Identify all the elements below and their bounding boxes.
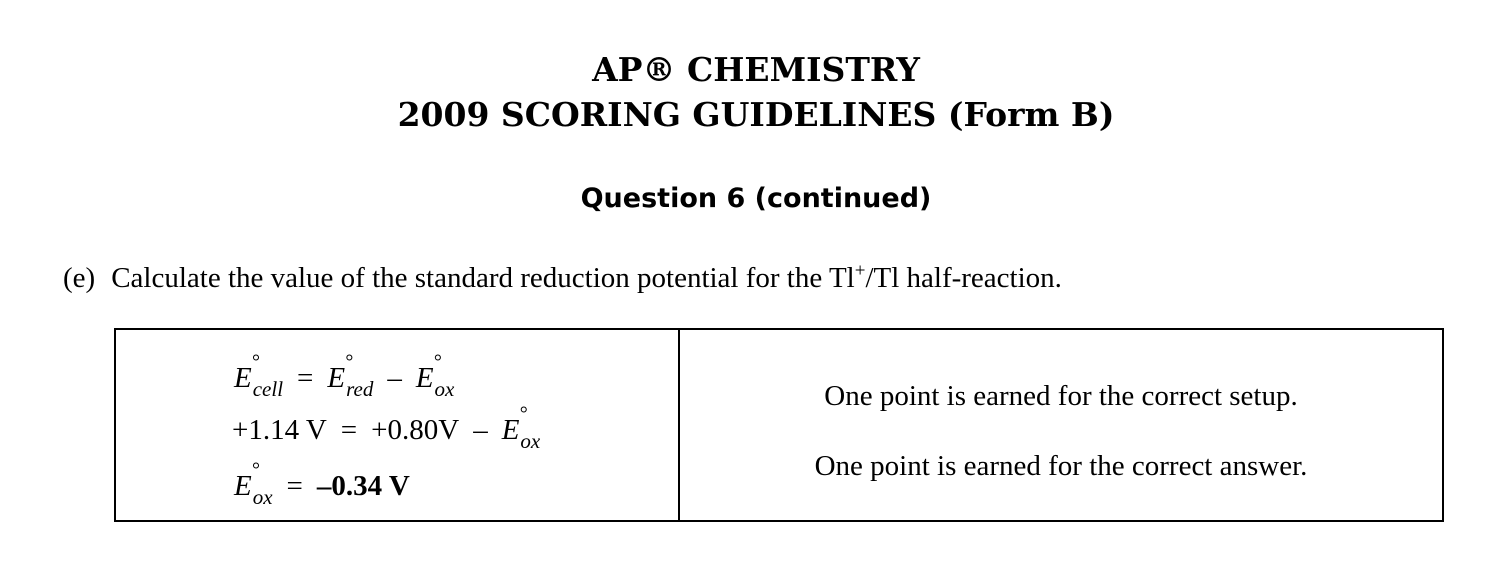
equals-sign: = [297,362,314,394]
charge-superscript: + [854,260,866,282]
equation-substitution [232,403,541,453]
question-text-end: /Tl half-reaction. [865,262,1062,294]
equation-answer [234,459,410,509]
equals-sign: = [340,414,358,446]
point-answer: One point is earned for the correct answer. [814,450,1308,482]
e-ox-symbol: E ° $_{ox}$ [501,403,541,453]
equals-sign: = [286,470,303,502]
e-ox-symbol: E ° $_{ox}$ [415,351,455,401]
e-cell-symbol: E ° $_{cell}$ [234,351,284,401]
question-text-start: Calculate the value of the standard reduction potential for the Tl [111,262,855,294]
equation-setup [234,351,455,401]
minus-sign: – [387,362,402,394]
e-red-symbol: E ° $_{red}$ [327,351,374,401]
solution-cell [116,330,680,520]
scoring-table [114,328,1444,522]
minus-sign: – [473,414,488,446]
question-part-label: (e) [63,262,96,294]
answer-value: –0.34 V [316,470,410,502]
scoring-cell [680,330,1442,520]
e-ox-symbol: E ° $_{ox}$ [234,459,273,509]
reduction-potential-value: +0.80V [371,414,460,446]
page-title: AP® CHEMISTRY [592,50,920,89]
question-prompt [63,262,1062,295]
question-heading: Question 6 (continued) [580,183,932,214]
cell-potential-value: +1.14 V [232,414,327,446]
scoring-guidelines-heading: 2009 SCORING GUIDELINES (Form B) [397,95,1115,134]
point-setup: One point is earned for the correct setup. [824,380,1298,412]
